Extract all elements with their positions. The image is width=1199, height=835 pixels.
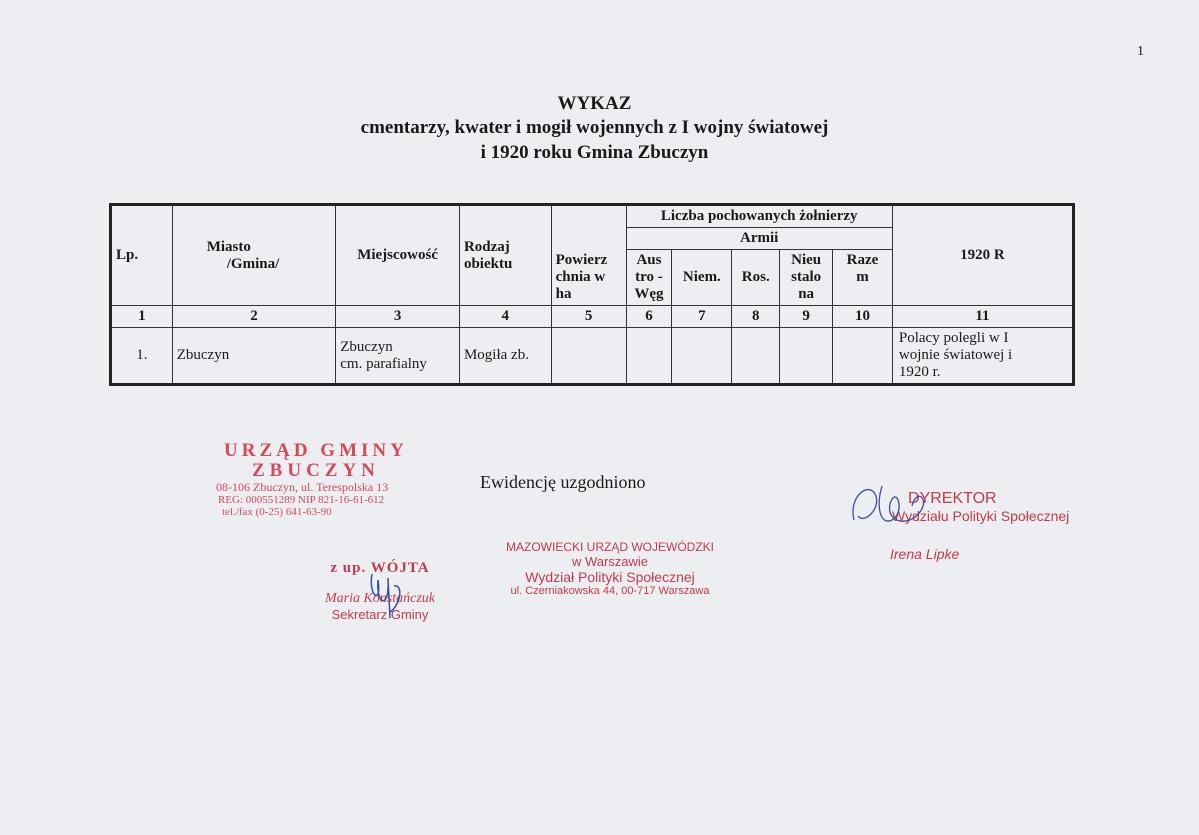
cell-lp: 1. bbox=[111, 328, 173, 385]
cell-miasto: Zbuczyn bbox=[172, 328, 336, 385]
gmina-stamp-phone: tel./fax (0-25) 641-63-90 bbox=[222, 506, 332, 518]
gmina-stamp-reg: REG: 000551289 NIP 821-16-61-612 bbox=[218, 494, 385, 506]
gmina-stamp-line-1: URZĄD GMINY bbox=[224, 440, 408, 461]
cell-powierzchnia bbox=[551, 328, 626, 385]
column-number: 5 bbox=[551, 306, 626, 328]
document-subtitle-line-2: i 1920 roku Gmina Zbuczyn bbox=[480, 142, 709, 163]
cell-razem bbox=[833, 328, 893, 385]
column-number: 7 bbox=[672, 306, 732, 328]
voivodeship-stamp-line-4: ul. Czerniakowska 44, 00-717 Warszawa bbox=[510, 585, 710, 597]
director-signature bbox=[846, 476, 936, 536]
cell-rodzaj: Mogiła zb. bbox=[459, 328, 551, 385]
header-rosyjska: Ros. bbox=[732, 250, 780, 306]
director-stamp-name: Irena Lipke bbox=[890, 546, 960, 562]
header-nieustalona: Nieu stalo na bbox=[780, 250, 833, 306]
header-miasto: Miasto /Gmina/ bbox=[172, 205, 336, 306]
header-armii: Armii bbox=[626, 228, 892, 250]
cell-nieustalona bbox=[780, 328, 833, 385]
voivodeship-stamp-line-2: w Warszawie bbox=[571, 554, 649, 569]
cemetery-register-table bbox=[109, 203, 1075, 386]
column-numbers-row bbox=[111, 306, 1074, 328]
document-title: WYKAZ bbox=[557, 93, 632, 114]
column-number: 2 bbox=[172, 306, 336, 328]
voivodeship-stamp-line-3: Wydział Polityki Społecznej bbox=[525, 569, 695, 585]
cell-rosyjska bbox=[732, 328, 780, 385]
page-number: 1 bbox=[1137, 44, 1144, 59]
agreement-text: Ewidencję uzgodniono bbox=[480, 472, 646, 492]
column-number: 6 bbox=[626, 306, 672, 328]
director-stamp-line-1: DYREKTOR bbox=[908, 490, 997, 507]
table-row bbox=[111, 328, 1074, 385]
header-rodzaj: Rodzaj obiektu bbox=[459, 205, 551, 306]
gmina-stamp-line-2: ZBUCZYN bbox=[252, 460, 380, 481]
document-subtitle-line-1: cmentarzy, kwater i mogił wojennych z I wojny światowej bbox=[360, 117, 829, 138]
wojt-stamp-role: Sekretarz Gminy bbox=[331, 607, 429, 622]
header-1920: 1920 R bbox=[892, 205, 1073, 306]
voivodeship-stamp bbox=[505, 540, 715, 597]
gmina-stamp-address: 08-106 Zbuczyn, ul. Terespolska 13 bbox=[216, 480, 389, 494]
header-lp: Lp. bbox=[111, 205, 173, 306]
header-liczba-pochowanych: Liczba pochowanych żołnierzy bbox=[626, 205, 892, 228]
cell-miejscowosc: Zbuczyn cm. parafialny bbox=[336, 328, 460, 385]
column-number: 11 bbox=[892, 306, 1073, 328]
header-miejscowosc: Miejscowość bbox=[336, 205, 460, 306]
header-razem: Raze m bbox=[833, 250, 893, 306]
voivodeship-stamp-line-1: MAZOWIECKI URZĄD WOJEWÓDZKI bbox=[506, 540, 714, 554]
column-number: 8 bbox=[732, 306, 780, 328]
header-niemiecka: Niem. bbox=[672, 250, 732, 306]
cell-niemiecka bbox=[672, 328, 732, 385]
header-austro-wegierska: Aus tro - Węg bbox=[626, 250, 672, 306]
cell-1920: Polacy polegli w I wojnie światowej i 1920 r. bbox=[892, 328, 1073, 385]
column-number: 1 bbox=[111, 306, 173, 328]
wojt-signature bbox=[360, 566, 420, 626]
wojt-stamp-line-1: z up. WÓJTA bbox=[330, 560, 430, 576]
header-powierzchnia: Powierz chnia w ha bbox=[551, 205, 626, 306]
wojt-stamp-name: Maria Konstańczuk bbox=[324, 591, 436, 606]
cell-austro-wegierska bbox=[626, 328, 672, 385]
column-number: 9 bbox=[780, 306, 833, 328]
column-number: 3 bbox=[336, 306, 460, 328]
column-number: 10 bbox=[833, 306, 893, 328]
column-number: 4 bbox=[459, 306, 551, 328]
director-stamp-line-2: Wydziału Polityki Społecznej bbox=[892, 508, 1070, 524]
